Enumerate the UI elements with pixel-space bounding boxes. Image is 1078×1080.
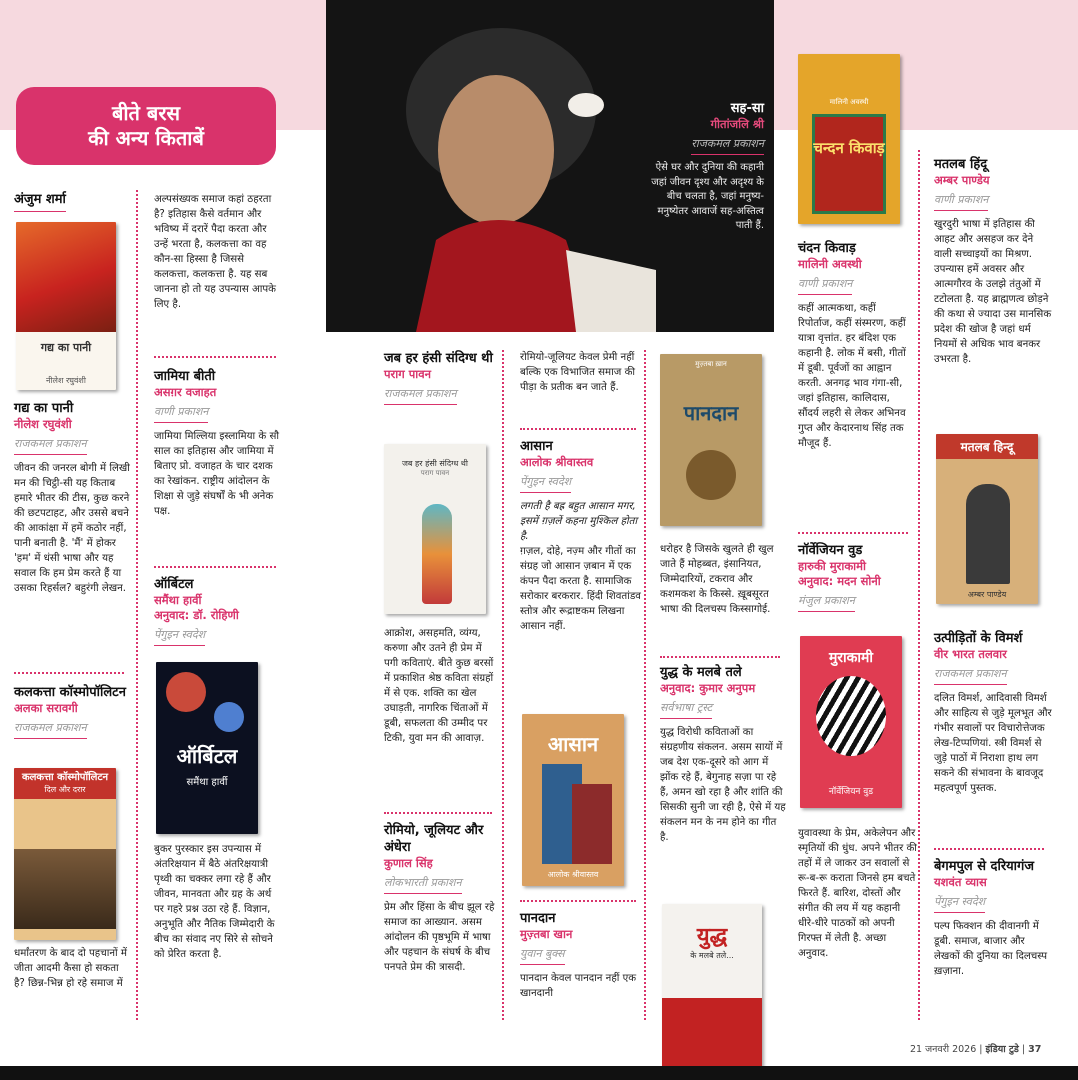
book-kolkata: [14, 684, 130, 745]
book-desc: पानदान केवल पानदान नहीं एक खानदानी: [520, 973, 637, 999]
divider: [384, 812, 492, 814]
book-norwegian-desc: [798, 826, 918, 961]
divider: [154, 566, 276, 568]
book-desc: पल्प फिक्शन की दीवानगी में डूबी. समाज, बाजार और लेखकों की दुनिया का दिलचस्प ख़ज़ाना.: [934, 921, 1048, 977]
book-translator: अनुवाद: डॉ. रोहिणी: [154, 608, 239, 622]
featured-publisher: राजकमल प्रकाशन: [691, 137, 764, 155]
issue-date: 21 जनवरी 2026: [910, 1044, 977, 1055]
cover-yuddh: [662, 904, 762, 1068]
book-publisher: वाणी प्रकाशन: [934, 193, 988, 211]
book-publisher: मंजुल प्रकाशन: [798, 594, 855, 612]
book-jamia-main: [154, 368, 282, 519]
cover-kolkata: [14, 768, 116, 940]
book-yuddh: [660, 664, 788, 845]
cover-header: [14, 768, 116, 799]
column-divider: [918, 150, 920, 1020]
bottom-bar: [0, 1066, 1078, 1080]
divider: [934, 848, 1044, 850]
cover-author: मालिनी अवस्थी: [829, 98, 869, 106]
featured-title: सह-सा: [730, 101, 764, 116]
book-author: अम्बर पाण्डेय: [934, 173, 990, 187]
cover-art: [422, 504, 452, 604]
book-desc: युवावस्था के प्रेम, अकेलेपन और स्मृतियों की धुंध. अपने भीतर की तहों में ले जाकर उन सवालों से रू-ब-रू कराता जिनसे हम बचते फिरते हैं. बारिश, दोस्तों और संगीत की लय में यह कहानी धीरे-धीरे पाठकों को अपनी गिरफ्त में लेती है. अच्छा अनुवाद.: [798, 828, 917, 959]
book-desc-continued: रोमियो-जूलियट केवल प्रेमी नहीं बल्कि एक विभाजित समाज की पीड़ा के प्रतीक बन जाते हैं.: [520, 352, 636, 393]
book-publisher: वाणी प्रकाशन: [154, 405, 208, 423]
divider: [520, 900, 636, 902]
book-title: गद्य का पानी: [14, 401, 74, 416]
column-divider: [136, 190, 138, 1020]
book-publisher: वाणी प्रकाशन: [798, 277, 852, 295]
book-kolkata-desc: [14, 946, 130, 991]
book-author: कुणाल सिंह: [384, 856, 433, 870]
book-title: ऑर्बिटल: [154, 577, 194, 592]
header-line1: बीते बरस: [111, 101, 181, 125]
book-publisher: युवान बुक्स: [520, 947, 565, 965]
cover-art: [686, 450, 736, 500]
book-jab-har-desc: [384, 626, 498, 746]
book-gadya: [14, 400, 130, 596]
cover-planet: [214, 702, 244, 732]
book-publisher: सर्वभाषा ट्रस्ट: [660, 701, 712, 719]
book-publisher: पेंगुइन स्वदेश: [520, 475, 571, 493]
column-divider: [644, 350, 646, 1020]
book-title: युद्ध के मलबे तले: [660, 665, 742, 680]
book-publisher: लोकभारती प्रकाशन: [384, 876, 462, 894]
book-orbital: [154, 576, 282, 652]
section-header: [16, 87, 276, 165]
cover-title: युद्ध: [696, 923, 728, 949]
book-author: पराग पावन: [384, 367, 431, 381]
book-paandaan: [520, 910, 642, 1001]
book-publisher: पेंगुइन स्वदेश: [934, 895, 985, 913]
cover-author: समैंथा हार्वी: [186, 777, 228, 788]
divider: [14, 672, 124, 674]
cover-title: पानदान: [683, 401, 739, 425]
book-orbital-desc: [154, 842, 282, 962]
book-author: मुज़्तबा खान: [520, 927, 573, 941]
cover-subtitle: नॉर्वेजियन वुड: [828, 787, 874, 797]
cover-art: [816, 676, 886, 756]
book-desc: कहीं आत्मकथा, कहीं रिपोर्ताज, कहीं संस्मरण, कहीं यात्रा वृत्तांत. हर बंदिश एक कहानी है. लोक में बसी, गीतों में डूबी. पूर्वजों का आह्वान करती. अनगढ़ भाव गंगा-सी, जहां इतिहास, कालिदास, सौंदर्य लहरी से लेकर अभिनव गुप्त और केदारनाथ सिंह तक मौजूद हैं.: [798, 303, 906, 449]
cover-art: [662, 998, 762, 1068]
book-author: असग़र वजाहत: [154, 385, 217, 399]
book-title: नॉर्वेजियन वुड: [798, 543, 863, 558]
cover-jab-har: [384, 444, 486, 614]
book-title: जामिया बीती: [154, 369, 216, 384]
book-publisher: राजकमल प्रकाशन: [14, 721, 87, 739]
cover-author: मुज़्तबा ख़ान: [695, 360, 727, 368]
book-title: जब हर हंसी संदिग्ध थी: [384, 351, 493, 366]
book-desc-continued: अल्पसंख्यक समाज कहां ठहरता है? इतिहास कैसे वर्तमान और भविष्य में दरारें पैदा करता और उन्हें भरता है, कलकत्ता का वह कौन-सा हिस्सा है जिससे कलकत्ता, कलकत्ता है. यह सब जानना हो तो यह उपन्यास आपके लिए है.: [154, 194, 276, 310]
book-matlab: [934, 156, 1052, 367]
book-chandan: [798, 240, 912, 451]
book-author: वीर भारत तलवार: [934, 647, 1007, 661]
featured-book: [640, 100, 764, 234]
column-divider: [502, 350, 504, 1020]
featured-author: गीतांजलि श्री: [710, 117, 764, 131]
cover-title: चन्दन किवाड़: [813, 139, 885, 157]
book-title: कलकत्ता कॉस्मोपॉलिटन: [14, 685, 126, 700]
cover-art: [14, 849, 116, 929]
featured-desc: ऐसे घर और दुनिया की कहानी जहां जीवन दृश्य और अदृश्य के बीच चलता है, जहां मनुष्य-मनुष्येतर आवाजें सह-अस्तित्व पाती हैं.: [651, 162, 764, 231]
cover-murakami: [800, 636, 902, 808]
book-quote: लगती है बह्र बहुत आसान मगर, इसमें ग़ज़लें कहना मुश्किल होता है.: [520, 501, 638, 542]
cover-aasan: [522, 714, 624, 886]
book-desc: बुकर पुरस्कार इस उपन्यास में अंतरिक्षयान में बैठे अंतरिक्षयात्री पृथ्वी का चक्कर लगा रहे हैं और जीवन, मानवता और ग्रह के अर्थ पर गहरे प्रश्न उठा रहे हैं. विज्ञान, अनुभूति और नैतिक जिम्मेदारी के बीच का संवाद नए सिरे से सोचने को प्रेरित करता है.: [154, 844, 275, 960]
book-romeo: [384, 822, 498, 975]
cover-title: गद्य का पानी: [40, 341, 92, 354]
book-publisher: राजकमल प्रकाशन: [14, 437, 87, 455]
book-desc: आक्रोश, असहमति, व्यंग्य, करुणा और उतने ही प्रेम में पगी कविताएं. बीते कुछ बरसों में प्रकाशित श्रेष्ठ कविता संग्रहों में से एक. शक्ति का खेल उघाड़ती, नागरिक चिंताओं में डूबी, सफलता की उम्मीद पर टिकी, युवा मन की आवाज़.: [384, 628, 494, 744]
book-title: चंदन किवाड़: [798, 241, 856, 256]
page-footer: 21 जनवरी 2026 | इंडिया टुडे | 37: [910, 1044, 1042, 1055]
book-author: हारुकी मुराकामी: [798, 559, 867, 573]
book-title: आसान: [520, 439, 553, 454]
cover-art: [966, 484, 1010, 584]
book-author: नीलेश रघुवंशी: [14, 417, 72, 431]
cover-matlab: [936, 434, 1038, 604]
cover-title: मुराकामी: [828, 650, 874, 666]
divider: [798, 532, 908, 534]
cover-paandaan: [660, 354, 762, 526]
book-desc-continued: धरोहर है जिसके खुलते ही खुल जाते हैं मोहब्बत, इंसानियत, जिम्मेदारियों, टकराव और कशमकश के किस्से. ख़ूबसूरत भाषा की दिलचस्प किस्सागोई.: [660, 544, 774, 615]
book-desc: ग़ज़ल, दोहे, नज़्म और गीतों का संग्रह जो आसान ज़बान में एक कंपन पैदा करता है. सामाजिक सरोकार बरकरार. हिंदी शिवतांडव स्तोत्र और रूद्राष्टकम लिखना आसान नहीं.: [520, 546, 641, 632]
book-desc: जामिया मिल्लिया इस्लामिया के सौ साल का इतिहास और जामिया में बिताए प्रो. वजाहत के चार दशक का रेखांकन. राष्ट्रीय आंदोलन के शिक्षा से जुड़े संघर्षों के भी अनेक पक्ष.: [154, 431, 279, 517]
cover-subtitle: दिल और दरार: [44, 785, 86, 794]
cover-author: नीलेश रघुवंशी: [46, 376, 86, 385]
cover-art: [16, 222, 116, 332]
book-title: मतलब हिंदू: [934, 157, 988, 172]
cover-title: ऑर्बिटल: [176, 744, 238, 768]
book-title: पानदान: [520, 911, 556, 926]
book-author: मालिनी अवस्थी: [798, 257, 862, 271]
book-author: अनुवाद: कुमार अनुपम: [660, 681, 756, 695]
book-jamia: [154, 192, 282, 312]
cover-art: [572, 784, 612, 864]
book-desc: खुरदुरी भाषा में इतिहास की आहट और असहज कर देने वाली सच्चाइयों का मिश्रण. उपन्यास हमें अवसर और आत्मगौरव के उलझे तंतुओं में टटोलता है. यह ब्राह्मणत्व छोड़ने की कथा से ज्यादा उस मानसिक प्रदेश की खोज है जहां धर्म नियमों से अधिक भाव बनकर उभरता है.: [934, 219, 1052, 365]
book-author: अलका सरावगी: [14, 701, 78, 715]
book-desc: प्रेम और हिंसा के बीच झूल रहे समाज का आख्यान. असम आंदोलन की पृष्ठभूमि में भाषा और पहचान के संघर्ष के बीच पनपते प्रेम की त्रासदी.: [384, 902, 495, 973]
cover-door: [812, 114, 886, 214]
book-title: रोमियो, जूलियट और अंधेरा: [384, 823, 484, 855]
book-anjum: [14, 188, 130, 212]
book-desc: दलित विमर्श, आदिवासी विमर्श और साहित्य से जुड़े मूलभूत और गंभीर सवालों पर विचारोत्तेजक लेख-टिप्पणियां. स्त्री विमर्श से जुड़े पाठों में निराशा हाथ लग सकने की संभावना के बावजूद महत्वपूर्ण पुस्तक.: [934, 693, 1052, 794]
book-title: बेगमपुल से दरियागंज: [934, 859, 1035, 874]
book-romeo-cont: [520, 350, 640, 395]
book-publisher: पेंगुइन स्वदेश: [154, 628, 205, 646]
book-utpeedit: [934, 630, 1052, 796]
book-author: आलोक श्रीवास्तव: [520, 455, 594, 469]
divider: [154, 356, 276, 358]
cover-gadya-ka-pani: [16, 222, 116, 390]
cover-title: जब हर हंसी संदिग्ध थी: [401, 459, 468, 468]
author-name: अंजुम शर्मा: [14, 191, 66, 212]
book-desc: धर्मांतरण के बाद दो पहचानों में जीता आदमी कैसा हो सकता है? छिन्न-भिन्न हो रहे समाज में: [14, 948, 127, 989]
book-publisher: राजकमल प्रकाशन: [934, 667, 1007, 685]
cover-chandan: [798, 54, 900, 224]
header-line2: की अन्य किताबें: [88, 126, 204, 150]
book-paandaan-desc: [660, 542, 788, 617]
book-aasan: [520, 438, 642, 634]
divider: [520, 428, 636, 430]
cover-header: [936, 434, 1038, 459]
book-title: उत्पीड़ितों के विमर्श: [934, 631, 1023, 646]
cover-title: कलकत्ता कॉस्मोपॉलिटन: [21, 772, 109, 783]
cover-author: अम्बर पाण्डेय: [967, 590, 1007, 599]
book-jab-har: [384, 350, 494, 411]
book-desc: युद्ध विरोधी कविताओं का संग्रहणीय संकलन. असम सायों में जब देश एक-दूसरे को आग में झोंक रहे हैं, बेगुनाह सज़ा पा रहे हैं, अमन खो रहा है और शांति की सिसकी सुनी जा रही है, ऐसे में यह संकलन मन के नम होने का गीत है.: [660, 727, 786, 843]
cover-author: आलोक श्रीवास्तव: [547, 870, 599, 879]
book-author: समैंथा हार्वी: [154, 593, 202, 607]
magazine-name: इंडिया टुडे: [985, 1044, 1019, 1055]
cover-author: पराग पावन: [420, 469, 450, 477]
book-publisher: राजकमल प्रकाशन: [384, 387, 457, 405]
book-begampul: [934, 858, 1052, 979]
book-author: यशवंत व्यास: [934, 875, 987, 889]
divider: [660, 656, 780, 658]
cover-title: मतलब हिन्दू: [960, 440, 1014, 454]
page-number: 37: [1028, 1044, 1042, 1055]
cover-orbital: [156, 662, 258, 834]
book-desc: जीवन की जनरल बोगी में लिखी मन की चिट्ठी-सी यह किताब हमारे भीतर की टीस, कुछ करने की छटपटाहट, और उससे बचने की आकांक्षा में हमें कठोर नहीं, पानी बनाती है. 'मैं' में होकर 'हम' में धंसी भाषा और यह सवाल कि हम प्रेम करते हैं या उसका रिहर्सल? बहुरंगी लेखन.: [14, 463, 130, 594]
book-norwegian: [798, 542, 912, 618]
book-translator: अनुवाद: मदन सोनी: [798, 574, 881, 588]
cover-title: आसान: [547, 732, 599, 756]
cover-subtitle: के मलबे तले...: [690, 951, 734, 960]
cover-planet: [166, 672, 206, 712]
